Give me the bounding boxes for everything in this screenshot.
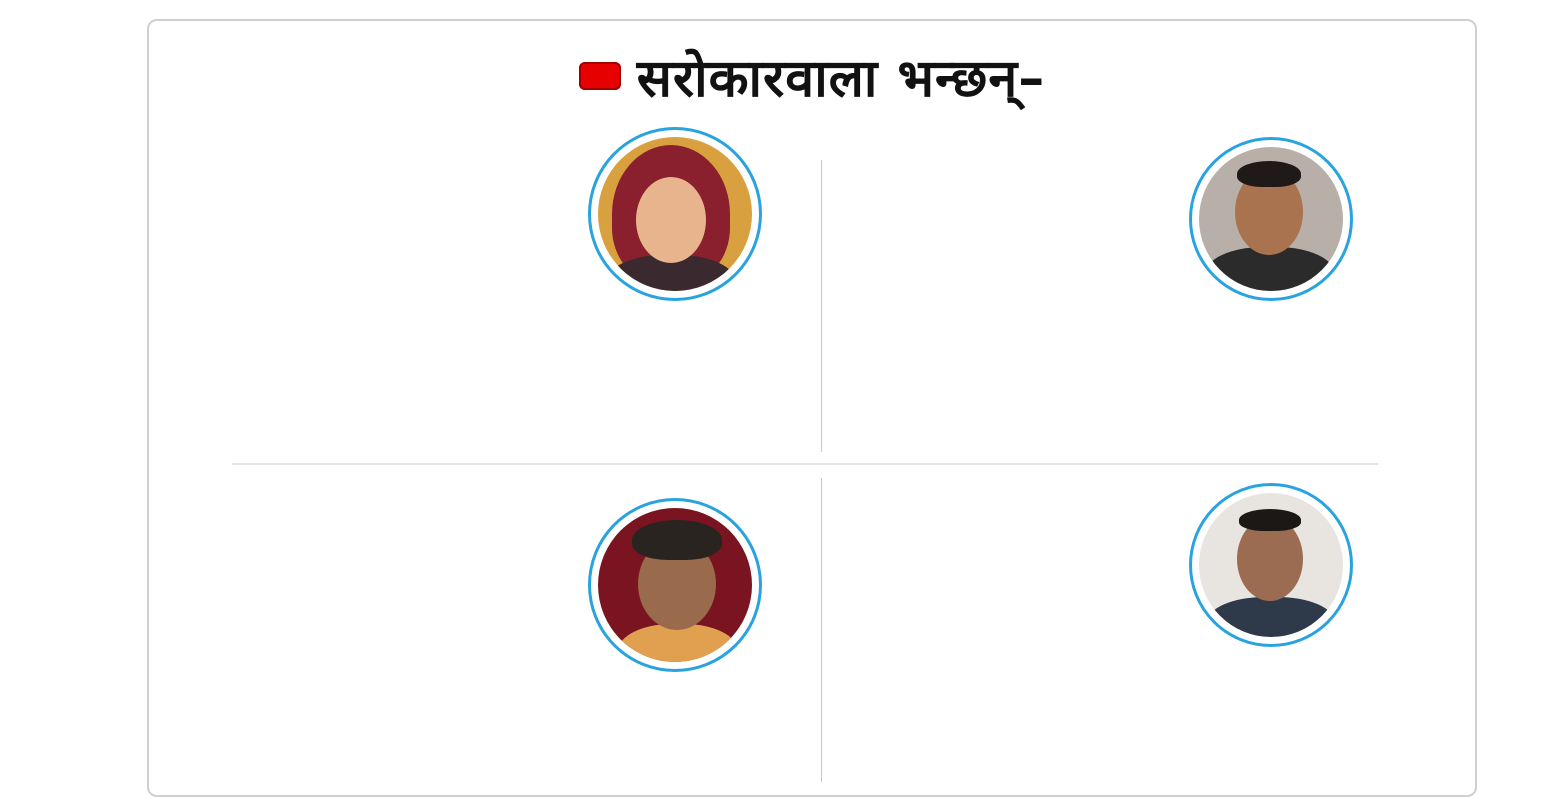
avatar	[588, 498, 762, 672]
title-bar	[147, 19, 1477, 119]
avatar	[1189, 137, 1353, 301]
title-red-marker	[579, 62, 621, 90]
avatar	[1189, 483, 1353, 647]
page-title: सरोकारवाला भन्छन्–	[636, 48, 1046, 109]
stakeholder-panel	[147, 19, 1477, 797]
column-divider-top	[821, 160, 822, 452]
row-divider	[232, 463, 1378, 465]
avatar	[588, 127, 762, 301]
column-divider-bottom	[821, 478, 822, 782]
